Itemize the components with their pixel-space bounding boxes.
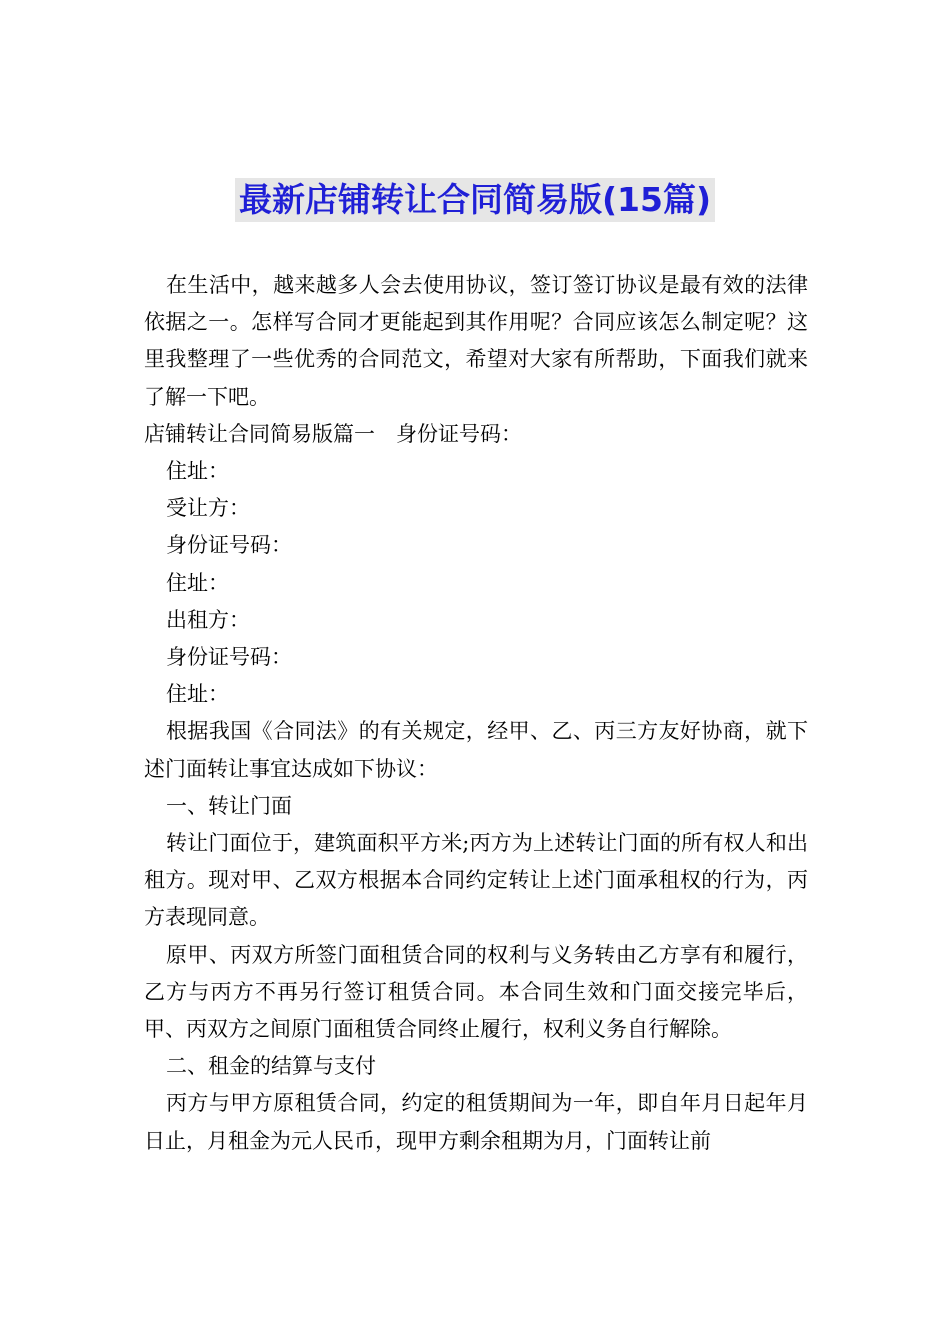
clause-paragraph: 原甲、丙双方所签门面租赁合同的权利与义务转由乙方享有和履行，乙方与丙方不再另行签订租赁合同。本合同生效和门面交接完毕后，甲、丙双方之间原门面租赁合同终止履行，权利义务自行解除。: [144, 942, 808, 1042]
clause-paragraph: 转让门面位于，建筑面积平方米;丙方为上述转让门面的所有权人和出租方。现对甲、乙双方根据本合同约定转让上述门面承租权的行为，丙方表现同意。: [144, 831, 808, 930]
field-lessor: 出租方：: [166, 607, 250, 632]
field-address: 住址：: [166, 682, 229, 707]
field-id-number: 身份证号码：: [166, 533, 292, 558]
intro-paragraph: 在生活中，越来越多人会去使用协议，签订签订协议是最有效的法律依据之一。怎样写合同才更能起到其作用呢？合同应该怎么制定呢？这里我整理了一些优秀的合同范文，希望对大家有所帮助，下面我们就来了解一下吧。: [144, 273, 808, 409]
section-heading-part-one: 店铺转让合同简易版篇一 身份证号码：: [144, 421, 522, 446]
field-transferee: 受让方：: [166, 496, 250, 521]
field-address: 住址：: [166, 570, 229, 595]
document-body: [144, 267, 808, 1160]
clause-heading-transfer: 一、转让门面: [166, 793, 292, 818]
field-id-number: 身份证号码：: [166, 645, 292, 670]
agreement-preamble: 根据我国《合同法》的有关规定，经甲、乙、丙三方友好协商，就下述门面转让事宜达成如下协议：: [144, 719, 808, 781]
title-container: [0, 178, 950, 222]
clause-paragraph: 丙方与甲方原租赁合同，约定的租赁期间为一年，即自年月日起年月日止，月租金为元人民币，现甲方剩余租期为月，门面转让前: [144, 1091, 808, 1153]
field-address: 住址：: [166, 459, 229, 484]
clause-heading-rent: 二、租金的结算与支付: [166, 1054, 376, 1079]
document-title: 最新店铺转让合同简易版(15篇): [235, 178, 715, 222]
